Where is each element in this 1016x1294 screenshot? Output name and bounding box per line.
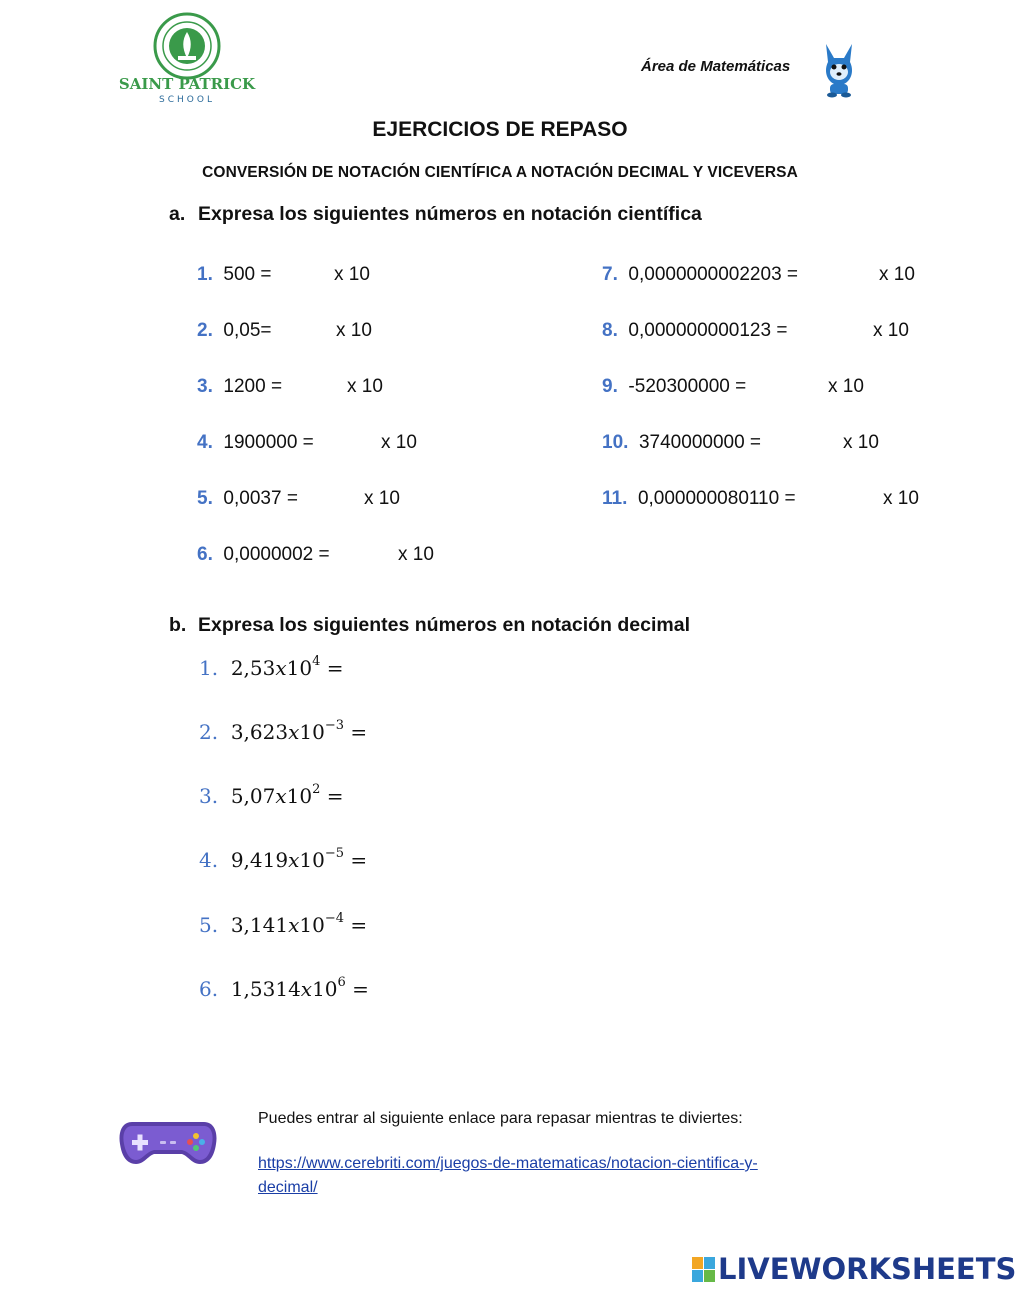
list-item: 2. $3,623x10^{-3}$ = (199, 718, 368, 744)
list-item: 1. $2,53x10^4$ = (199, 654, 344, 680)
list-item: 2. 0,05= (197, 320, 272, 341)
liveworksheets-brand: LIVEWORKSHEETS (718, 1252, 1016, 1286)
mascot-image (818, 40, 860, 98)
answer-suffix: x 10 (879, 264, 915, 285)
list-item: 5. 0,0037 = (197, 488, 298, 509)
answer-suffix: x 10 (364, 488, 400, 509)
list-item: 1. 500 = (197, 264, 272, 285)
answer-suffix: x 10 (873, 320, 909, 341)
answer-suffix: x 10 (883, 488, 919, 509)
answer-suffix: x 10 (336, 320, 372, 341)
list-item: 3. 1200 = (197, 376, 283, 397)
footer-text: Puedes entrar al siguiente enlace para repasar mientras te diviertes: (258, 1110, 743, 1127)
answer-suffix: x 10 (347, 376, 383, 397)
answer-suffix: x 10 (334, 264, 370, 285)
game-link[interactable]: https://www.cerebriti.com/juegos-de-matematicas/notacion-cientifica-y- decimal/ (258, 1155, 758, 1196)
answer-suffix: x 10 (381, 432, 417, 453)
list-item: 6. 0,0000002 = (197, 544, 330, 565)
list-item: 8. 0,000000000123 = (602, 320, 788, 341)
svg-text:SCHOOL: SCHOOL (159, 95, 215, 105)
section-a-heading: a. Expresa los siguientes números en notación científica (169, 203, 702, 225)
list-item: 4. 1900000 = (197, 432, 314, 453)
answer-suffix: x 10 (398, 544, 434, 565)
list-item: 5. $3,141x10^{-4}$ = (199, 911, 368, 937)
answer-suffix: x 10 (843, 432, 879, 453)
svg-text:SAINT PATRICK: SAINT PATRICK (118, 75, 256, 93)
page-title: EJERCICIOS DE REPASO (372, 118, 628, 141)
answer-suffix: x 10 (828, 376, 864, 397)
liveworksheets-logo-icon (692, 1257, 716, 1283)
list-item: 3. $5,07x10^2$ = (199, 782, 344, 808)
list-item: 10. 3740000000 = (602, 432, 762, 453)
school-logo (118, 12, 256, 105)
area-label: Área de Matemáticas (641, 58, 791, 75)
list-item: 6. $1,5314x10^6$ = (199, 975, 369, 1001)
section-b-heading: b. Expresa los siguientes números en notación decimal (169, 614, 690, 636)
list-item: 9. -520300000 = (602, 376, 747, 397)
list-item: 4. $9,419x10^{-5}$ = (199, 846, 368, 872)
list-item: 11. 0,000000080110 = (602, 488, 796, 509)
gamepad-icon (118, 1118, 218, 1166)
list-item: 7. 0,0000000002203 = (602, 264, 799, 285)
page-subtitle: CONVERSIÓN DE NOTACIÓN CIENTÍFICA A NOTACIÓN DECIMAL Y VICEVERSA (202, 164, 798, 181)
